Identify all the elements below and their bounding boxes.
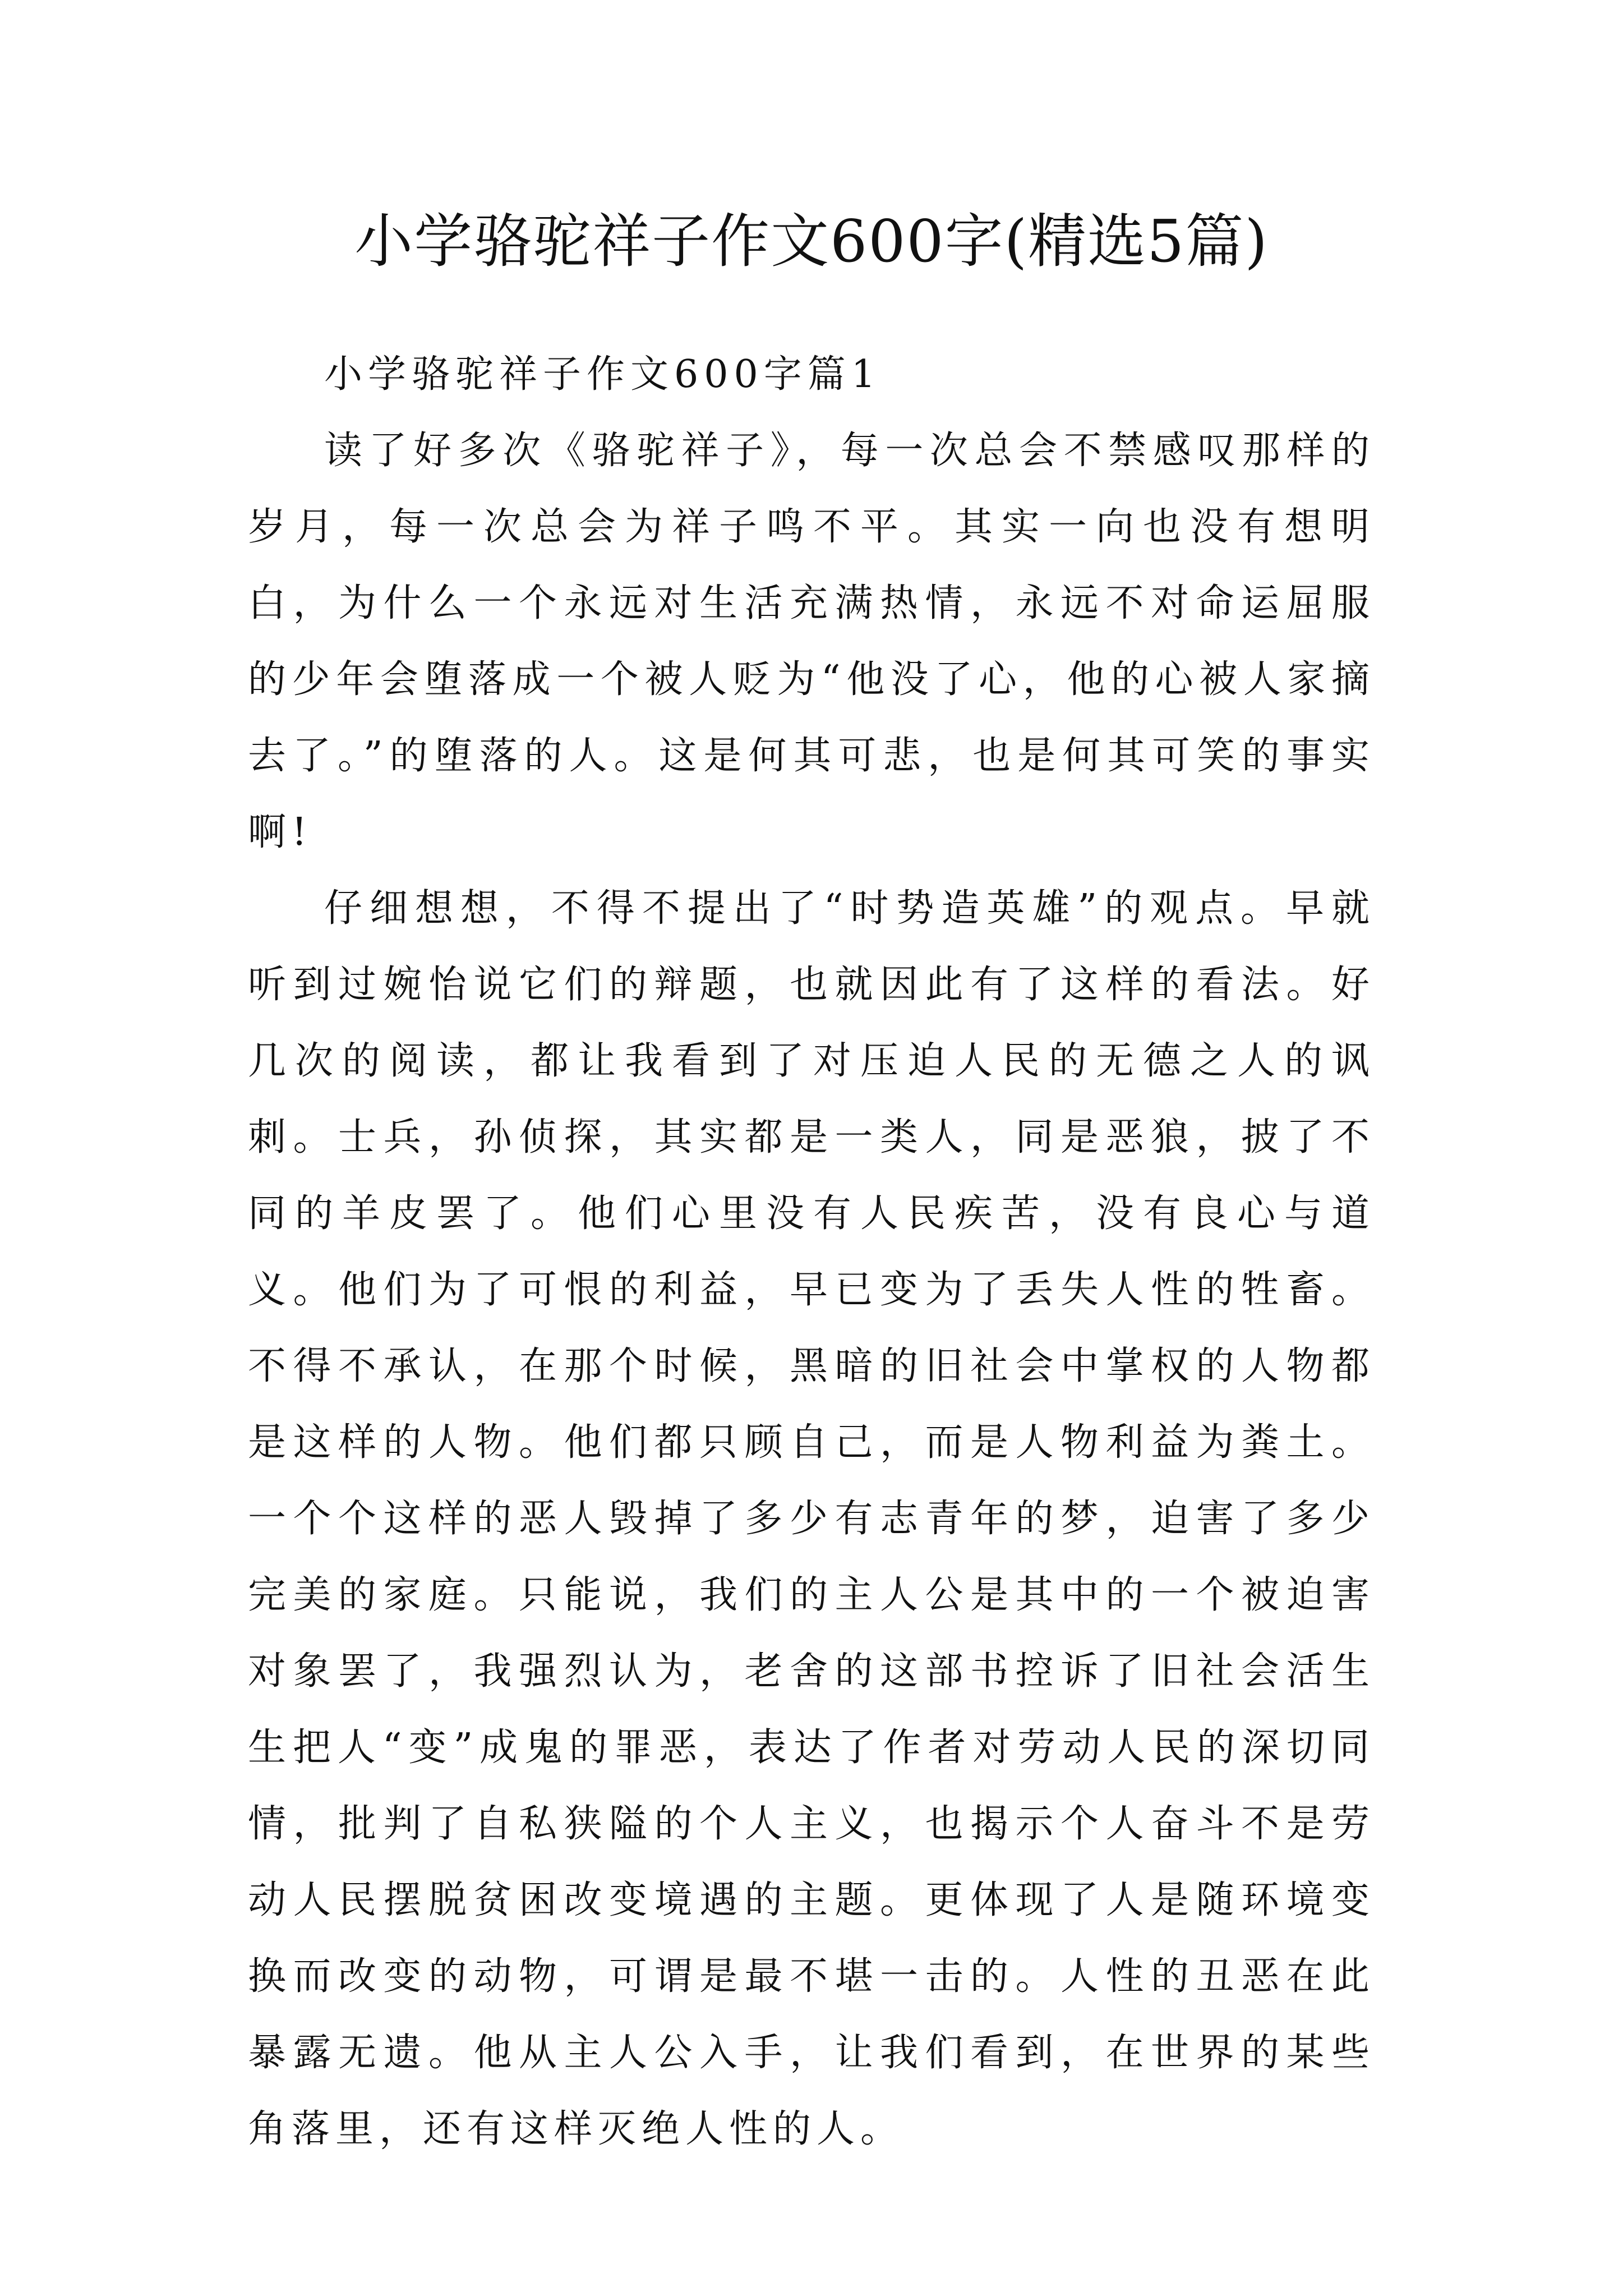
section-heading: 小学骆驼祥子作文600字篇1 <box>324 352 882 397</box>
document-body <box>248 337 1375 2168</box>
document-title: 小学骆驼祥子作文600字(精选5篇) <box>354 207 1269 275</box>
paragraph-1: 读了好多次《骆驼祥子》，每一次总会不禁感叹那样的岁月，每一次总会为祥子鸣不平。其实一向也没有想明白，为什么一个永远对生活充满热情，永远不对命运屈服的少年会堕落成一个被人贬为“他没了心，他的心被人家摘去了。”的堕落的人。这是何其可悲，也是何其可笑的事实啊! <box>248 429 1375 854</box>
paragraph-2: 仔细想想，不得不提出了“时势造英雄”的观点。早就听到过婉怡说它们的辩题，也就因此有了这样的看法。好几次的阅读，都让我看到了对压迫人民的无德之人的讽刺。士兵，孙侦探，其实都是一类人，同是恶狼，披了不同的羊皮罢了。他们心里没有人民疾苦，没有良心与道义。他们为了可恨的利益，早已变为了丢失人性的牲畜。不得不承认，在那个时候，黑暗的旧社会中掌权的人物都是这样的人物。他们都只顾自己，而是人物利益为粪土。一个个这样的恶人毁掉了多少有志青年的梦，迫害了多少完美的家庭。只能说，我们的主人公是其中的一个被迫害对象罢了，我强烈认为，老舍的这部书控诉了旧社会活生生把人“变”成鬼的罪恶，表达了作者对劳动人民的深切同情，批判了自私狭隘的个人主义，也揭示个人奋斗不是劳动人民摆脱贫困改变境遇的主题。更体现了人是随环境变换而改变的动物，可谓是最不堪一击的。人性的丑恶在此暴露无遗。他从主人公入手，让我们看到，在世界的某些角落里，还有这样灭绝人性的人。 <box>248 886 1375 2151</box>
